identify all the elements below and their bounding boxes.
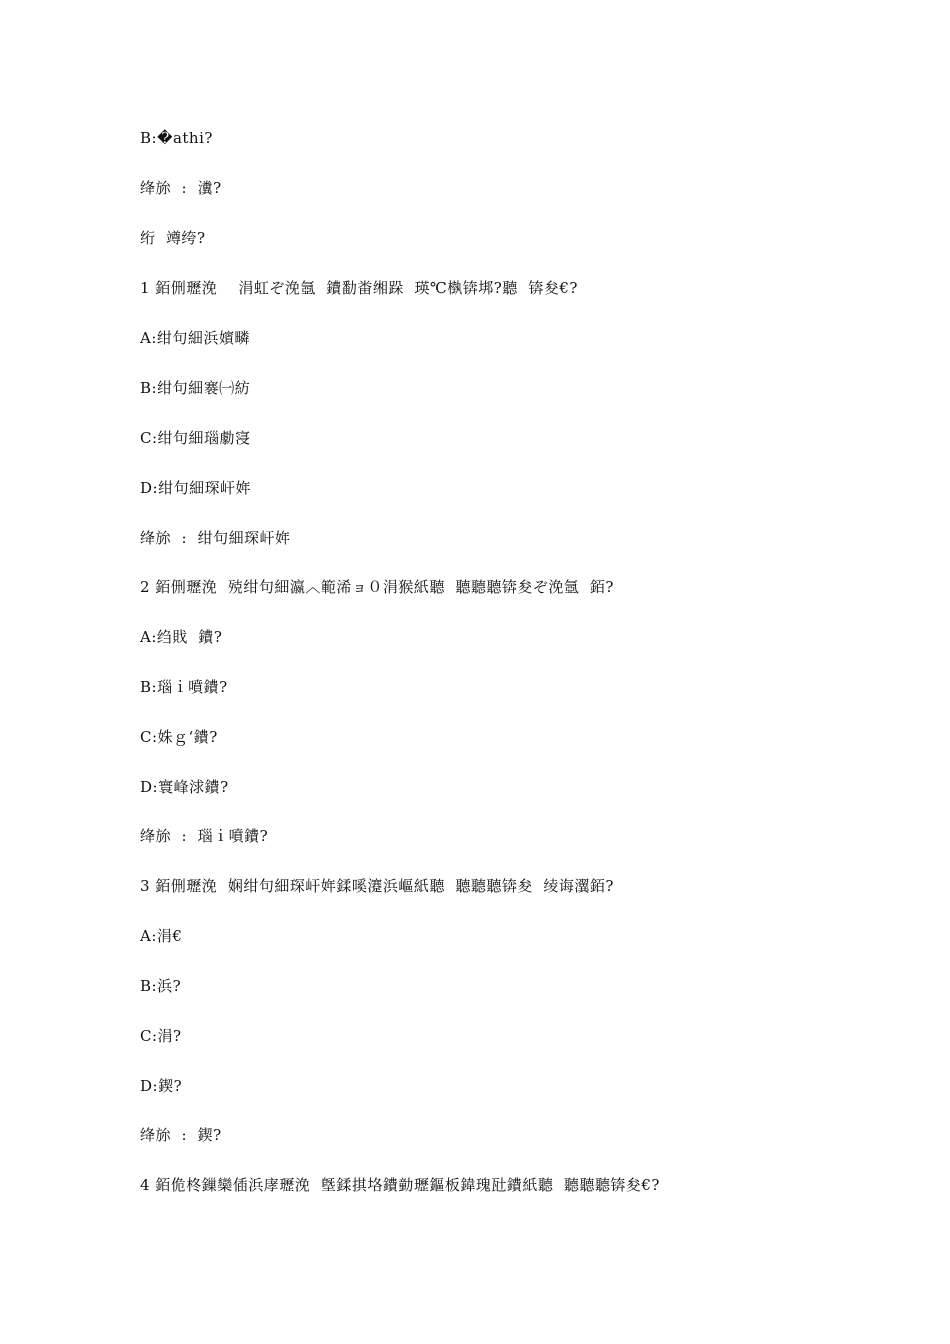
answer-line: 绛旀 : 瑙ｉ噴鐨? [140,827,269,845]
option-line: D:绀句細琛屽姩 [140,479,252,497]
question-line: 3 銆侀瓑浼 娴绀句細琛屽姩鍒嗘瀽浜嶇紙聽 聽聽聽锛夋 绫诲瀷銆? [140,877,614,895]
question-line: 4 銆佹柊鏁欒偛浜庨瓑浼 墍鍒掑垎鐨勭瓑鏂板鍏瑰瓧鐨紙聽 聽聽聽锛夋€? [140,1176,660,1194]
option-line: A:绉戝 鐨? [140,628,223,646]
option-line: A:绀句細浜嬪疄 [140,329,250,347]
option-line: C:姝ｇ‘鐨? [140,728,218,746]
text-line: 绛旀 : 瀵? [140,179,222,197]
text-line: 绗 竴绔? [140,229,206,247]
option-line: B:绀句細褰㈠紡 [140,379,251,397]
option-line: B:瑙ｉ噴鐨? [140,678,228,696]
option-line: C:涓? [140,1027,182,1045]
text-line: B:�athi? [140,129,213,147]
question-line: 2 銆侀瓑浼 殑绀句細瀛︿範浠ョ０涓猴紙聽 聽聽聽锛夋ぞ浼氬 銆? [140,578,614,596]
option-line: D:寰峰浗鐨? [140,778,229,796]
option-line: C:绀句細瑙勮寖 [140,429,251,447]
question-line: 1 銆侀瓑浼 涓虹ぞ浼氬 鐨勫畨缃跺 瑛℃槸锛垹?聽 锛夋€? [140,279,578,297]
answer-line: 绛旀 : 鍥? [140,1126,222,1144]
answer-line: 绛旀 : 绀句細琛屽姩 [140,529,291,547]
option-line: D:鍥? [140,1077,183,1095]
option-line: A:涓€ [140,927,183,945]
option-line: B:浜? [140,977,182,995]
